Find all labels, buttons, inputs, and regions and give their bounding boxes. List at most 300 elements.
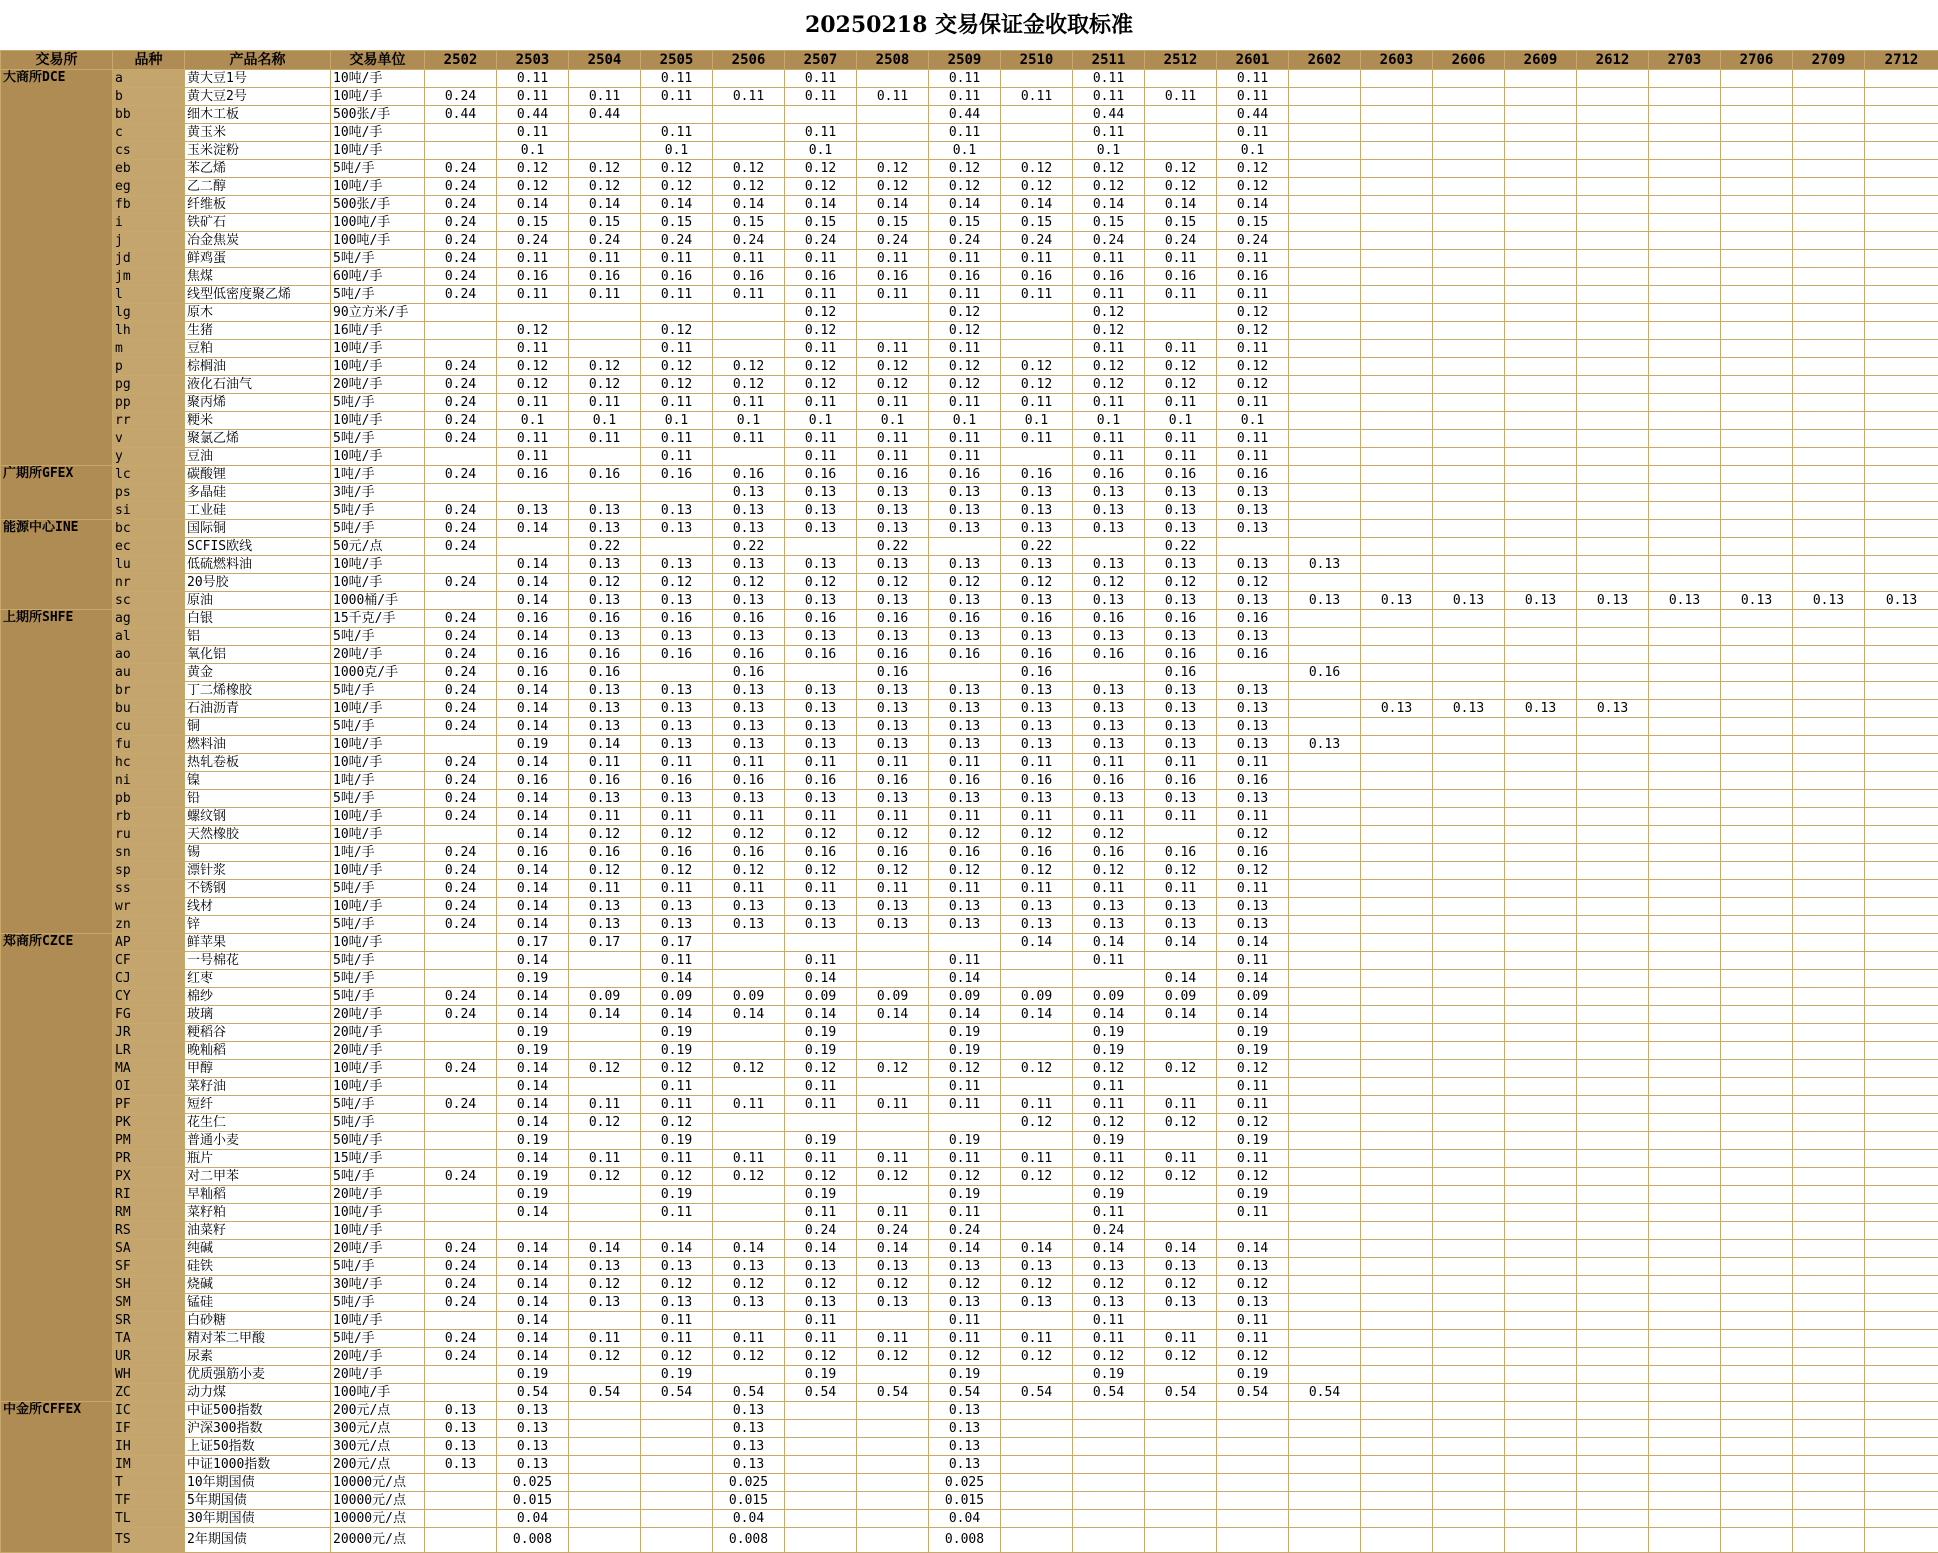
margin-rate-cell xyxy=(1865,142,1938,160)
margin-rate-cell xyxy=(1361,988,1433,1006)
table-row xyxy=(1,754,1938,772)
margin-rate-cell: 0.12 xyxy=(713,862,785,880)
margin-rate-cell xyxy=(1649,1204,1721,1222)
margin-rate-cell: 0.13 xyxy=(929,628,1001,646)
margin-rate-cell xyxy=(1289,808,1361,826)
margin-rate-cell xyxy=(1433,358,1505,376)
margin-rate-cell: 0.13 xyxy=(569,1258,641,1276)
margin-rate-cell: 0.24 xyxy=(425,1348,497,1366)
table-row xyxy=(1,628,1938,646)
margin-rate-cell: 0.13 xyxy=(569,1294,641,1312)
margin-rate-cell: 0.14 xyxy=(857,196,929,214)
margin-rate-cell xyxy=(569,484,641,502)
trading-unit-cell: 5吨/手 xyxy=(331,520,425,538)
margin-rate-cell: 0.16 xyxy=(1001,268,1073,286)
margin-rate-cell: 0.16 xyxy=(857,844,929,862)
margin-rate-cell: 0.12 xyxy=(857,1348,929,1366)
margin-rate-cell xyxy=(1649,1330,1721,1348)
margin-rate-cell: 0.11 xyxy=(497,448,569,466)
margin-rate-cell xyxy=(1289,322,1361,340)
margin-rate-cell: 0.09 xyxy=(713,988,785,1006)
margin-rate-cell: 0.12 xyxy=(713,376,785,394)
margin-rate-cell xyxy=(569,142,641,160)
margin-rate-cell: 0.19 xyxy=(1217,1042,1289,1060)
margin-rate-cell: 0.11 xyxy=(641,250,713,268)
margin-rate-cell: 0.24 xyxy=(425,1294,497,1312)
margin-rate-cell xyxy=(1721,1060,1793,1078)
contract-code-cell: rr xyxy=(113,412,185,430)
margin-rate-cell xyxy=(1721,1492,1793,1510)
trading-unit-cell: 5吨/手 xyxy=(331,250,425,268)
product-name-cell: 10年期国债 xyxy=(185,1474,331,1492)
margin-rate-cell xyxy=(1721,682,1793,700)
margin-rate-cell xyxy=(1505,1294,1577,1312)
margin-rate-cell: 0.12 xyxy=(569,376,641,394)
margin-rate-cell xyxy=(1433,916,1505,934)
margin-rate-cell: 0.12 xyxy=(569,862,641,880)
column-header: 2706 xyxy=(1721,51,1793,70)
margin-rate-cell: 0.12 xyxy=(1145,574,1217,592)
margin-rate-cell: 0.13 xyxy=(929,484,1001,502)
contract-code-cell: ZC xyxy=(113,1384,185,1402)
margin-rate-cell xyxy=(1361,1222,1433,1240)
contract-code-cell: jm xyxy=(113,268,185,286)
margin-rate-cell xyxy=(1865,1006,1938,1024)
margin-rate-cell xyxy=(1505,1276,1577,1294)
margin-rate-cell: 0.13 xyxy=(857,736,929,754)
margin-rate-cell: 0.13 xyxy=(1145,520,1217,538)
margin-rate-cell: 0.11 xyxy=(1073,1150,1145,1168)
margin-rate-cell xyxy=(1865,664,1938,682)
margin-rate-cell: 0.14 xyxy=(857,1240,929,1258)
margin-rate-cell xyxy=(425,340,497,358)
margin-rate-cell xyxy=(1649,1168,1721,1186)
margin-rate-cell: 0.13 xyxy=(569,790,641,808)
trading-unit-cell: 5吨/手 xyxy=(331,430,425,448)
table-row xyxy=(1,1294,1938,1312)
margin-rate-cell xyxy=(1865,1492,1938,1510)
margin-rate-cell: 0.16 xyxy=(1217,646,1289,664)
margin-rate-cell xyxy=(1073,1420,1145,1438)
margin-rate-cell: 0.11 xyxy=(641,1204,713,1222)
margin-rate-cell xyxy=(1649,1114,1721,1132)
margin-rate-cell: 0.13 xyxy=(1001,592,1073,610)
margin-rate-cell xyxy=(1649,1456,1721,1474)
margin-rate-cell xyxy=(1577,196,1649,214)
margin-rate-cell xyxy=(1721,1006,1793,1024)
margin-rate-cell xyxy=(1289,412,1361,430)
margin-rate-cell xyxy=(1433,1474,1505,1492)
margin-rate-cell xyxy=(1649,358,1721,376)
margin-rate-cell: 0.16 xyxy=(1145,664,1217,682)
margin-rate-cell xyxy=(1361,520,1433,538)
table-row xyxy=(1,934,1938,952)
margin-rate-cell xyxy=(1865,574,1938,592)
margin-rate-cell xyxy=(1577,844,1649,862)
margin-rate-cell xyxy=(1505,1168,1577,1186)
margin-rate-cell xyxy=(1649,520,1721,538)
margin-rate-cell: 0.15 xyxy=(1073,214,1145,232)
margin-rate-cell: 0.14 xyxy=(1073,1240,1145,1258)
margin-rate-cell xyxy=(1001,304,1073,322)
margin-rate-cell: 0.24 xyxy=(425,898,497,916)
margin-rate-cell xyxy=(1793,970,1865,988)
margin-rate-cell: 0.13 xyxy=(785,592,857,610)
margin-rate-cell: 0.13 xyxy=(713,682,785,700)
margin-rate-cell xyxy=(1721,322,1793,340)
margin-rate-cell xyxy=(425,1528,497,1553)
margin-rate-cell xyxy=(1577,538,1649,556)
margin-rate-cell xyxy=(857,1024,929,1042)
margin-rate-cell xyxy=(1721,664,1793,682)
margin-rate-cell xyxy=(1145,1186,1217,1204)
margin-rate-cell xyxy=(1577,1330,1649,1348)
margin-rate-cell xyxy=(1361,718,1433,736)
margin-rate-cell: 0.13 xyxy=(1865,592,1938,610)
margin-rate-cell xyxy=(1433,1060,1505,1078)
margin-rate-cell: 0.16 xyxy=(713,466,785,484)
exchange-cell: 上期所SHFE xyxy=(1,610,113,934)
product-name-cell: 鲜苹果 xyxy=(185,934,331,952)
trading-unit-cell: 10吨/手 xyxy=(331,700,425,718)
margin-rate-cell xyxy=(1433,574,1505,592)
margin-rate-cell xyxy=(569,1132,641,1150)
margin-rate-cell: 0.1 xyxy=(713,412,785,430)
margin-rate-cell xyxy=(1145,1420,1217,1438)
margin-rate-cell: 0.12 xyxy=(641,1276,713,1294)
margin-rate-cell: 0.16 xyxy=(641,610,713,628)
column-header: 2502 xyxy=(425,51,497,70)
margin-rate-cell xyxy=(1433,1150,1505,1168)
trading-unit-cell: 20吨/手 xyxy=(331,1042,425,1060)
margin-rate-cell xyxy=(1289,1240,1361,1258)
margin-rate-cell: 0.12 xyxy=(857,358,929,376)
margin-rate-cell xyxy=(1577,466,1649,484)
margin-rate-cell xyxy=(1505,1384,1577,1402)
margin-rate-cell xyxy=(1793,1276,1865,1294)
margin-rate-cell xyxy=(425,736,497,754)
margin-rate-cell: 0.13 xyxy=(1505,700,1577,718)
trading-unit-cell: 5吨/手 xyxy=(331,160,425,178)
margin-rate-cell: 0.13 xyxy=(857,484,929,502)
margin-rate-cell xyxy=(1649,124,1721,142)
margin-rate-cell xyxy=(713,70,785,88)
column-header: 2504 xyxy=(569,51,641,70)
margin-rate-cell xyxy=(1721,1528,1793,1553)
margin-rate-cell: 0.13 xyxy=(569,556,641,574)
margin-rate-cell xyxy=(1433,1528,1505,1553)
margin-rate-cell xyxy=(1577,1294,1649,1312)
margin-rate-cell xyxy=(1361,304,1433,322)
margin-rate-cell xyxy=(1649,286,1721,304)
margin-rate-cell xyxy=(1001,1204,1073,1222)
margin-rate-cell: 0.11 xyxy=(929,808,1001,826)
margin-rate-cell: 0.13 xyxy=(1001,898,1073,916)
margin-rate-cell: 0.11 xyxy=(857,448,929,466)
margin-rate-cell xyxy=(1505,178,1577,196)
margin-rate-cell xyxy=(1865,1402,1938,1420)
margin-rate-cell: 0.12 xyxy=(641,1114,713,1132)
margin-rate-cell xyxy=(1649,466,1721,484)
margin-rate-cell: 0.12 xyxy=(1001,1276,1073,1294)
margin-rate-cell: 0.11 xyxy=(497,394,569,412)
margin-rate-cell xyxy=(1289,88,1361,106)
margin-rate-cell: 0.13 xyxy=(1433,592,1505,610)
margin-rate-cell: 0.13 xyxy=(857,718,929,736)
margin-rate-cell xyxy=(1865,1528,1938,1553)
margin-rate-cell xyxy=(1649,1078,1721,1096)
margin-rate-cell xyxy=(1289,988,1361,1006)
margin-rate-cell xyxy=(1865,304,1938,322)
margin-rate-cell: 0.13 xyxy=(857,520,929,538)
contract-code-cell: zn xyxy=(113,916,185,934)
margin-rate-cell xyxy=(713,934,785,952)
margin-rate-cell xyxy=(1505,1096,1577,1114)
margin-rate-cell: 0.13 xyxy=(1145,592,1217,610)
margin-rate-cell xyxy=(1433,1222,1505,1240)
margin-rate-cell: 0.11 xyxy=(1073,808,1145,826)
margin-rate-cell xyxy=(1433,1384,1505,1402)
margin-rate-cell: 0.11 xyxy=(713,808,785,826)
contract-code-cell: ru xyxy=(113,826,185,844)
margin-rate-cell xyxy=(1649,646,1721,664)
margin-rate-cell: 0.16 xyxy=(713,610,785,628)
margin-rate-cell: 0.13 xyxy=(1217,556,1289,574)
margin-rate-cell xyxy=(1793,106,1865,124)
product-name-cell: SCFIS欧线 xyxy=(185,538,331,556)
margin-rate-cell xyxy=(1649,790,1721,808)
margin-rate-cell: 0.19 xyxy=(1073,1042,1145,1060)
contract-code-cell: ec xyxy=(113,538,185,556)
contract-code-cell: fu xyxy=(113,736,185,754)
margin-rate-cell: 0.11 xyxy=(1073,430,1145,448)
margin-rate-cell xyxy=(1001,1528,1073,1553)
margin-rate-cell xyxy=(1433,1006,1505,1024)
margin-rate-cell: 0.19 xyxy=(497,1132,569,1150)
margin-rate-cell xyxy=(1721,124,1793,142)
margin-rate-cell: 0.14 xyxy=(497,1276,569,1294)
margin-rate-cell xyxy=(1361,862,1433,880)
table-row xyxy=(1,1258,1938,1276)
margin-rate-cell xyxy=(1361,880,1433,898)
margin-rate-cell: 0.24 xyxy=(497,232,569,250)
margin-rate-cell xyxy=(1721,142,1793,160)
margin-rate-cell: 0.12 xyxy=(1001,1168,1073,1186)
margin-rate-cell xyxy=(569,124,641,142)
margin-rate-cell xyxy=(1793,394,1865,412)
margin-rate-cell xyxy=(1793,448,1865,466)
margin-rate-cell: 0.14 xyxy=(929,1006,1001,1024)
margin-rate-cell: 0.16 xyxy=(569,772,641,790)
table-row xyxy=(1,1348,1938,1366)
margin-rate-cell xyxy=(1361,844,1433,862)
margin-rate-cell xyxy=(1505,1078,1577,1096)
margin-rate-cell: 0.13 xyxy=(1433,700,1505,718)
margin-rate-cell xyxy=(1865,1258,1938,1276)
margin-rate-cell: 0.13 xyxy=(497,1402,569,1420)
margin-rate-cell xyxy=(1505,412,1577,430)
margin-rate-cell xyxy=(1649,1438,1721,1456)
margin-rate-cell xyxy=(1433,1510,1505,1528)
table-row xyxy=(1,1384,1938,1402)
margin-rate-cell: 0.12 xyxy=(1145,160,1217,178)
margin-rate-cell: 0.24 xyxy=(641,232,713,250)
product-name-cell: 对二甲苯 xyxy=(185,1168,331,1186)
contract-code-cell: bc xyxy=(113,520,185,538)
margin-rate-cell: 0.11 xyxy=(569,88,641,106)
margin-rate-cell: 0.16 xyxy=(497,646,569,664)
product-name-cell: 中证500指数 xyxy=(185,1402,331,1420)
margin-rate-cell xyxy=(857,304,929,322)
product-name-cell: 中证1000指数 xyxy=(185,1456,331,1474)
margin-rate-cell xyxy=(1361,826,1433,844)
table-row xyxy=(1,1114,1938,1132)
margin-rate-cell: 0.14 xyxy=(497,628,569,646)
margin-rate-cell xyxy=(1289,1096,1361,1114)
margin-rate-cell: 0.11 xyxy=(497,70,569,88)
table-row xyxy=(1,160,1938,178)
margin-rate-cell xyxy=(1793,538,1865,556)
margin-rate-cell: 0.11 xyxy=(785,448,857,466)
margin-rate-cell xyxy=(1721,1510,1793,1528)
margin-rate-cell xyxy=(857,1132,929,1150)
margin-rate-cell xyxy=(1361,970,1433,988)
margin-rate-cell: 0.09 xyxy=(1073,988,1145,1006)
margin-rate-cell: 0.13 xyxy=(1361,592,1433,610)
margin-rate-cell: 0.12 xyxy=(1217,358,1289,376)
margin-rate-cell xyxy=(1649,1474,1721,1492)
contract-code-cell: SF xyxy=(113,1258,185,1276)
margin-rate-cell xyxy=(1649,1060,1721,1078)
margin-rate-cell: 0.04 xyxy=(497,1510,569,1528)
trading-unit-cell: 10吨/手 xyxy=(331,124,425,142)
margin-rate-cell xyxy=(857,1078,929,1096)
margin-rate-cell xyxy=(1577,268,1649,286)
margin-rate-cell xyxy=(1793,286,1865,304)
margin-rate-cell: 0.12 xyxy=(569,1348,641,1366)
margin-rate-cell: 0.12 xyxy=(929,376,1001,394)
margin-rate-cell xyxy=(1577,1240,1649,1258)
contract-code-cell: JR xyxy=(113,1024,185,1042)
margin-rate-cell xyxy=(1073,1528,1145,1553)
margin-rate-cell: 0.16 xyxy=(785,610,857,628)
margin-rate-cell xyxy=(425,448,497,466)
margin-rate-cell xyxy=(1793,808,1865,826)
table-row xyxy=(1,700,1938,718)
table-row xyxy=(1,1492,1938,1510)
margin-rate-cell: 0.11 xyxy=(1145,1150,1217,1168)
margin-rate-cell xyxy=(1361,412,1433,430)
margin-rate-cell xyxy=(1721,1204,1793,1222)
margin-rate-cell xyxy=(1865,1204,1938,1222)
margin-rate-cell xyxy=(713,142,785,160)
margin-rate-cell xyxy=(1361,1240,1433,1258)
margin-rate-cell: 0.09 xyxy=(929,988,1001,1006)
margin-rate-cell xyxy=(1145,1492,1217,1510)
margin-rate-cell xyxy=(1865,718,1938,736)
margin-rate-cell xyxy=(1721,1186,1793,1204)
margin-rate-cell: 0.14 xyxy=(569,736,641,754)
product-name-cell: 5年期国债 xyxy=(185,1492,331,1510)
margin-rate-cell xyxy=(1865,736,1938,754)
margin-rate-cell xyxy=(1793,70,1865,88)
margin-rate-cell xyxy=(1289,502,1361,520)
margin-rate-cell: 0.19 xyxy=(929,1024,1001,1042)
margin-rate-cell: 0.11 xyxy=(785,124,857,142)
trading-unit-cell: 20吨/手 xyxy=(331,646,425,664)
margin-rate-cell xyxy=(1505,826,1577,844)
margin-rate-cell: 0.13 xyxy=(641,592,713,610)
margin-rate-cell xyxy=(785,664,857,682)
margin-rate-cell: 0.1 xyxy=(1145,412,1217,430)
trading-unit-cell: 100吨/手 xyxy=(331,214,425,232)
margin-rate-cell: 0.13 xyxy=(497,502,569,520)
product-name-cell: 冶金焦炭 xyxy=(185,232,331,250)
margin-rate-cell: 0.09 xyxy=(785,988,857,1006)
margin-rate-cell xyxy=(1865,178,1938,196)
margin-rate-cell xyxy=(1289,772,1361,790)
trading-unit-cell: 5吨/手 xyxy=(331,682,425,700)
margin-rate-cell: 0.09 xyxy=(1217,988,1289,1006)
table-row xyxy=(1,142,1938,160)
margin-rate-cell xyxy=(1433,934,1505,952)
margin-rate-cell xyxy=(1145,1528,1217,1553)
margin-rate-cell: 0.19 xyxy=(641,1366,713,1384)
margin-rate-cell xyxy=(1793,700,1865,718)
margin-rate-cell xyxy=(857,1114,929,1132)
contract-code-cell: lg xyxy=(113,304,185,322)
margin-rate-cell: 0.12 xyxy=(713,1168,785,1186)
margin-rate-cell: 0.13 xyxy=(1073,484,1145,502)
product-name-cell: 晚籼稻 xyxy=(185,1042,331,1060)
margin-rate-cell: 0.12 xyxy=(641,160,713,178)
margin-rate-cell xyxy=(1289,1168,1361,1186)
trading-unit-cell: 5吨/手 xyxy=(331,1114,425,1132)
margin-rate-cell xyxy=(1505,1312,1577,1330)
margin-rate-cell: 0.12 xyxy=(1001,826,1073,844)
margin-rate-cell xyxy=(1577,736,1649,754)
margin-rate-cell xyxy=(713,106,785,124)
margin-rate-cell xyxy=(1577,1096,1649,1114)
margin-rate-cell: 0.11 xyxy=(641,1312,713,1330)
margin-rate-cell: 0.13 xyxy=(857,916,929,934)
margin-rate-cell xyxy=(1289,1528,1361,1553)
margin-rate-cell: 0.12 xyxy=(857,862,929,880)
margin-rate-cell xyxy=(1649,268,1721,286)
margin-rate-cell: 0.16 xyxy=(1289,664,1361,682)
product-name-cell: 硅铁 xyxy=(185,1258,331,1276)
trading-unit-cell: 200元/点 xyxy=(331,1456,425,1474)
margin-rate-cell xyxy=(1577,394,1649,412)
margin-rate-cell xyxy=(1361,1132,1433,1150)
margin-rate-cell xyxy=(1361,484,1433,502)
margin-rate-cell xyxy=(1505,1366,1577,1384)
margin-rate-cell xyxy=(1577,1402,1649,1420)
margin-rate-cell: 0.14 xyxy=(497,718,569,736)
product-name-cell: 生猪 xyxy=(185,322,331,340)
table-row xyxy=(1,358,1938,376)
margin-rate-cell: 0.09 xyxy=(1001,988,1073,1006)
margin-rate-cell: 0.12 xyxy=(1217,826,1289,844)
margin-rate-cell: 0.14 xyxy=(497,592,569,610)
margin-rate-cell: 0.12 xyxy=(1073,304,1145,322)
margin-rate-cell xyxy=(1001,1438,1073,1456)
margin-rate-cell: 0.12 xyxy=(569,1114,641,1132)
margin-rate-cell: 0.11 xyxy=(1217,124,1289,142)
margin-rate-cell: 0.11 xyxy=(1073,124,1145,142)
trading-unit-cell: 5吨/手 xyxy=(331,1330,425,1348)
margin-rate-cell xyxy=(1361,1258,1433,1276)
